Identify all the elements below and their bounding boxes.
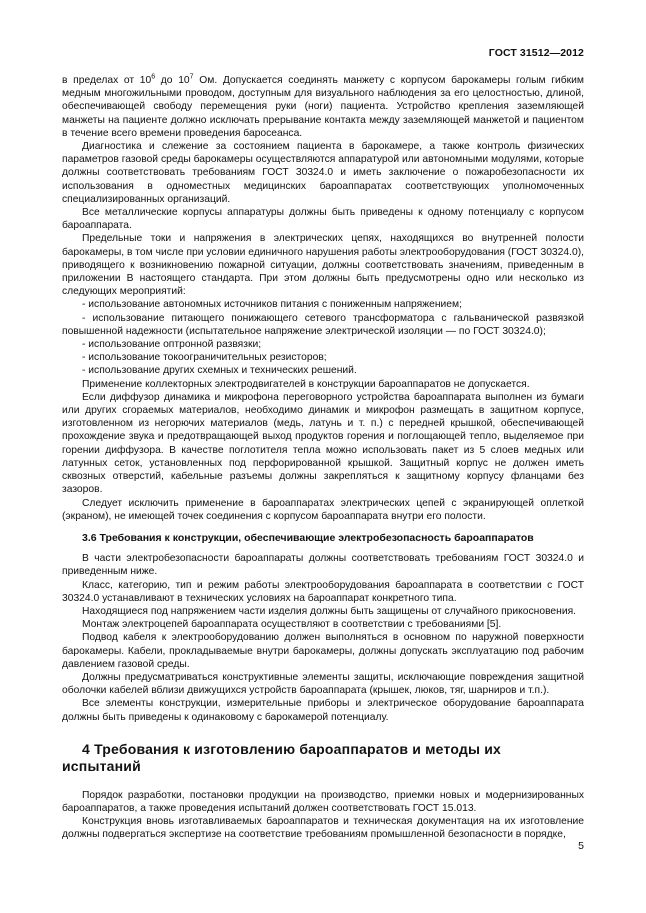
paragraph: Диагностика и слежение за состоянием пациента в барокамере, а также контроль физических параметров газовой среды барокамеры осуществляются аппаратурой или автономными модулями, которые должны соответствовать требованиям ГОСТ 30324.0 и иметь заключение о пожаробезопасности их использования в одноместных медицинских бароаппаратах соответствующих уполномоченных специализированных организаций.: [62, 141, 584, 205]
document-body: [62, 74, 584, 842]
paragraph: Класс, категорию, тип и режим работы электрооборудования бароаппарата в соответствии с ГОСТ 30324.0 устанавливают в технических условиях на бароаппарат конкретного типа.: [62, 579, 584, 604]
superscript: 6: [151, 73, 156, 81]
list-item: - использование питающего понижающего сетевого трансформатора с гальванической развязкой повышенной надежности (испытательное напряжение электрической изоляции — по ГОСТ 30324.0);: [62, 312, 584, 337]
paragraph: Должны предусматриваться конструктивные элементы защиты, исключающие повреждения защитной оболочки кабелей вблизи движущихся устройств бароаппарата (крышек, люков, тяг, шарниров и т.п.).: [62, 671, 584, 697]
section-heading-4: 4 Требования к изготовлению бароаппаратов и методы их испытаний: [62, 740, 502, 774]
paragraph: Все элементы конструкции, измерительные приборы и электрическое оборудование бароаппарата должны быть приведены к одинаковому с барокамерой потенциалу.: [62, 698, 584, 723]
paragraph: Подвод кабеля к электрооборудованию должен выполняться в основном по наружной поверхности барокамеры. Кабели, прокладываемые внутри барокамеры, должны допускать эксплуатацию под рабочим давлением газовой среды.: [62, 632, 584, 670]
page-number: 5: [578, 840, 584, 852]
document-header: ГОСТ 31512—2012: [488, 47, 584, 59]
paragraph: Предельные токи и напряжения в электрических цепях, находящихся во внутренней полости барокамеры, в том числе при условии единичного нарушения работы электрооборудования (ГОСТ 30324.0), приводящего к возникновению пожарной ситуации, должны соответствовать значениям, приведенным в приложении В настоящего стандарта. При этом должны быть предусмотрены одно или несколько из следующих мероприятий:: [62, 233, 584, 298]
list-item: - использование других схемных и технических решений.: [82, 365, 357, 377]
list-item: - использование оптронной развязки;: [82, 339, 262, 351]
text-run: до 10: [155, 75, 190, 86]
paragraph: Находящиеся под напряжением части изделия должны быть защищены от случайного прикосновения.: [82, 605, 577, 617]
list-item: - использование токоограничительных резисторов;: [82, 352, 327, 364]
superscript: 7: [189, 73, 194, 81]
paragraph: В части электробезопасности бароаппараты должны соответствовать требованиям ГОСТ 30324.0 и приведенным ниже.: [62, 553, 584, 578]
text-run: в пределах от 10: [62, 75, 152, 86]
section-heading-3-6: 3.6 Требования к конструкции, обеспечивающие электробезопасность бароаппаратов: [82, 531, 534, 544]
paragraph: Применение коллекторных электродвигателей в конструкции бароаппаратов не допускается.: [82, 378, 530, 390]
paragraph: Следует исключить применение в бароаппаратах электрических цепей с экранирующей оплеткой (экраном), не имеющей точек соединения с корпусом бароаппарата внутри его полости.: [62, 497, 584, 522]
paragraph-continuation: [62, 74, 584, 140]
paragraph: Если диффузор динамика и микрофона переговорного устройства бароаппарата выполнен из бумаги или других сгораемых материалов, необходимо динамик и микрофон размещать в защитном корпусе, изготовленном из негорючих материалов (медь, латунь и т. п.) с передней крышкой, обеспечивающей прохождение звука и предотвращающей выход продуктов горения и поглощающей тепло, выделяемое при горении диффузора. В качестве поглотителя тепла можно использовать пакет из 5 слоев медных или латунных сеток, установленных под перфорированной крышкой. Защитный корпус не должен иметь сквозных отверстий, кабельные разъемы должны закрепляться к защитному корпусу фланцами без зазоров.: [62, 391, 584, 496]
text-run: Ом. Допускается соединять манжету с корпусом барокамеры голым гибким медным многожильными проводом, доступным для визуального наблюдения за его целостностью, длиной, обеспечивающей свободу перемещения руки (ноги) пациента. Устройство крепления заземляющей манжеты на пациенте должно исключать прерывание контакта между заземляющей манжетой и пациентом в течение всего времени проведения баросеанса.: [62, 75, 584, 139]
paragraph: Порядок разработки, постановки продукции на производство, приемки новых и модернизированных бароаппаратов, а также проведения испытаний должен соответствовать ГОСТ 15.013.: [62, 789, 584, 814]
paragraph: Все металлические корпусы аппаратуры должны быть приведены к одному потенциалу с корпусом бароаппарата.: [62, 207, 584, 232]
list-item: - использование автономных источников питания с пониженным напряжением;: [82, 299, 462, 311]
paragraph: Монтаж электроцепей бароаппарата осуществляют в соответствии с требованиями [5].: [82, 619, 502, 631]
paragraph: Конструкция вновь изготавливаемых бароаппаратов и техническая документация на их изготовление должны подвергаться экспертизе на соответствие требованиям промышленной безопасности в порядке,: [62, 816, 584, 841]
